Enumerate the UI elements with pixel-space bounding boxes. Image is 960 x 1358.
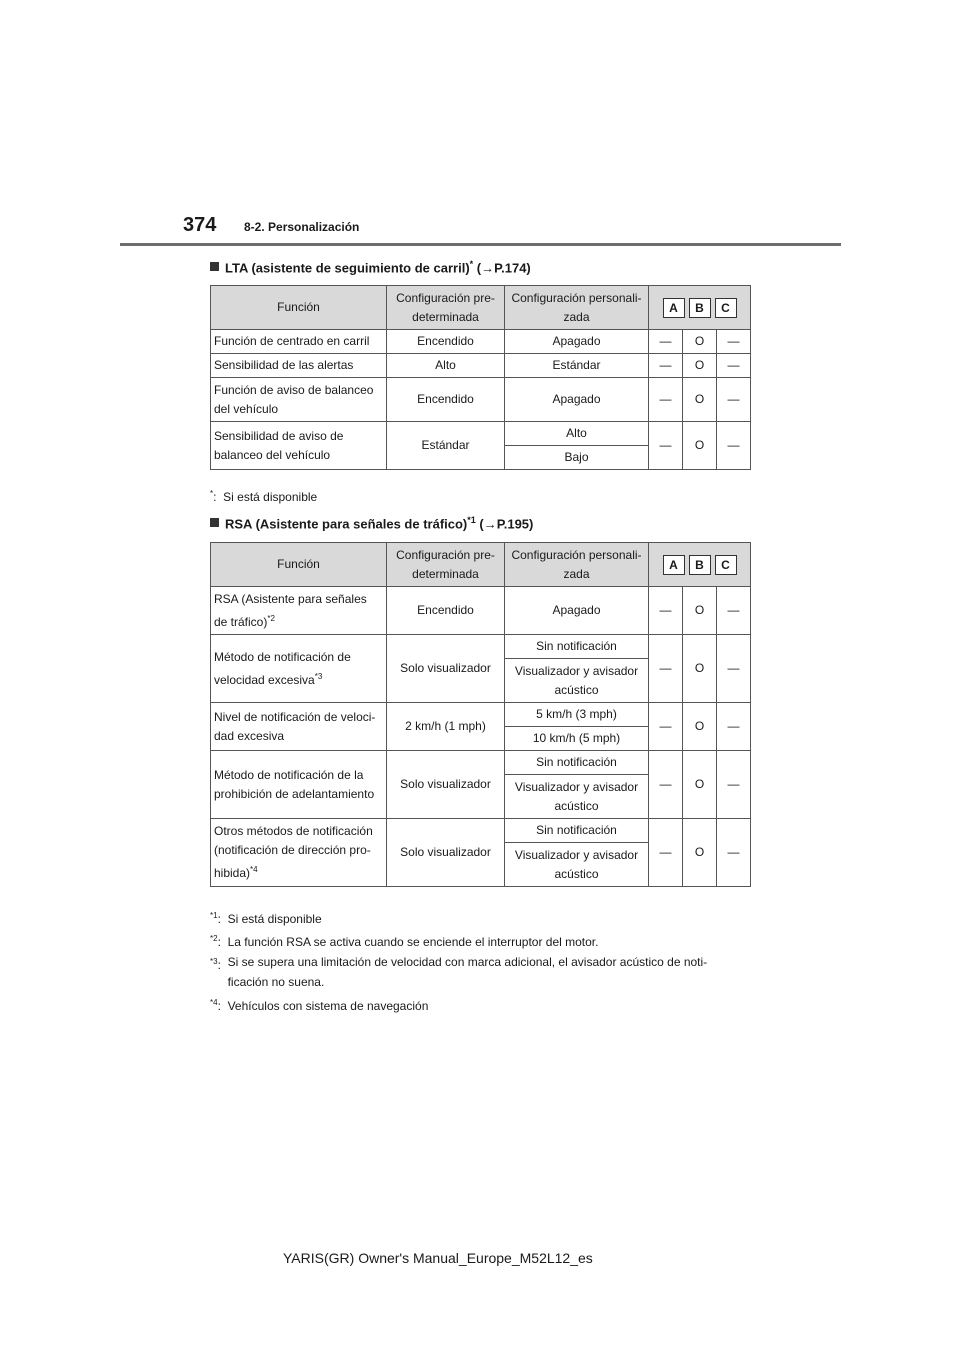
column-header-function: Función: [211, 286, 387, 330]
feature-label: RSA (Asistente para señales de tráfico): [214, 591, 367, 629]
table-header-row: [211, 286, 751, 330]
feature-mark: *4: [250, 865, 258, 874]
lta-heading-ref: (→P.174): [476, 260, 531, 276]
square-bullet-icon: [210, 262, 219, 271]
col-c-cell: —: [717, 378, 751, 422]
column-header-default: Configuración pre-determinada: [387, 543, 505, 587]
custom-cell: Alto: [505, 422, 649, 446]
box-a-icon: A: [663, 555, 685, 575]
column-header-custom: Configuración personali-zada: [505, 543, 649, 587]
table-row: [211, 330, 751, 354]
box-a-icon: A: [663, 298, 685, 318]
default-cell: Solo visualizador: [387, 751, 505, 819]
col-a-cell: —: [649, 378, 683, 422]
col-b-cell: O: [683, 354, 717, 378]
custom-cell: Bajo: [505, 446, 649, 470]
footnote-text: La función RSA se activa cuando se enciende el interruptor del motor.: [227, 935, 599, 949]
column-header-custom: Configuración personali-zada: [505, 286, 649, 330]
footnote-mark: *2: [210, 934, 218, 943]
col-a-cell: —: [649, 751, 683, 819]
rsa-footnote-3: $^{*3}$: Si se supera una limitación de velocidad con marca adicional, el avisador acústico de noti-ficación no suena.: [210, 952, 750, 992]
col-a-cell: —: [649, 703, 683, 751]
footnote-mark: *: [210, 489, 214, 498]
default-cell: 2 km/h (1 mph): [387, 703, 505, 751]
custom-cell: Estándar: [505, 354, 649, 378]
default-cell: Alto: [387, 354, 505, 378]
page-number: 374: [183, 214, 217, 236]
col-a-cell: —: [649, 330, 683, 354]
lta-heading: [210, 259, 531, 275]
feature-mark: *3: [314, 671, 323, 681]
feature-cell: Función de centrado en carril: [211, 330, 387, 354]
section-title: 8-2. Personalización: [244, 220, 360, 234]
table-row: [211, 819, 751, 843]
footnote-mark: *1: [210, 911, 218, 920]
rsa-heading: [210, 515, 533, 531]
custom-cell: 5 km/h (3 mph): [505, 703, 649, 727]
col-a-cell: —: [649, 422, 683, 470]
feature-label: Método de notificación de velocidad excesiva: [214, 649, 351, 687]
square-bullet-icon: [210, 518, 219, 527]
custom-cell: Apagado: [505, 330, 649, 354]
custom-cell: Sin notificación: [505, 751, 649, 775]
footnote-mark: *3: [210, 957, 218, 966]
default-cell: Solo visualizador: [387, 635, 505, 703]
default-cell: Encendido: [387, 587, 505, 635]
col-b-cell: O: [683, 703, 717, 751]
col-c-cell: —: [717, 819, 751, 887]
footnote-text: Si está disponible: [227, 912, 322, 926]
col-b-cell: O: [683, 378, 717, 422]
lta-table: [210, 285, 751, 470]
feature-mark: *2: [267, 613, 275, 623]
feature-cell: [211, 819, 387, 887]
table-row: [211, 635, 751, 659]
table-row: [211, 378, 751, 422]
table-header-row: [211, 543, 751, 587]
custom-cell: Visualizador y avisador acústico: [505, 775, 649, 819]
custom-cell: Visualizador y avisador acústico: [505, 659, 649, 703]
custom-cell: Apagado: [505, 587, 649, 635]
col-b-cell: O: [683, 751, 717, 819]
column-header-abc: [649, 286, 751, 330]
table-row: [211, 354, 751, 378]
box-b-icon: B: [689, 298, 711, 318]
feature-label: Otros métodos de notificación (notificación de dirección pro-hibida): [214, 824, 373, 880]
col-a-cell: —: [649, 819, 683, 887]
box-c-icon: C: [715, 555, 737, 575]
feature-cell: Sensibilidad de las alertas: [211, 354, 387, 378]
col-a-cell: —: [649, 635, 683, 703]
rsa-footnote-2: $^{*2}$: La función RSA se activa cuando se enciende el interruptor del motor.: [210, 934, 599, 949]
rsa-table: [210, 542, 751, 887]
feature-cell: Función de aviso de balanceo del vehículo: [211, 378, 387, 422]
column-header-abc: [649, 543, 751, 587]
table-row: [211, 587, 751, 635]
feature-cell: [211, 587, 387, 635]
feature-cell: [211, 635, 387, 703]
rsa-footnote-1: $^{*1}$: Si está disponible: [210, 911, 322, 926]
header-divider: [120, 243, 841, 246]
rsa-heading-mark: *1: [467, 515, 476, 525]
col-c-cell: —: [717, 587, 751, 635]
custom-cell: Sin notificación: [505, 635, 649, 659]
custom-cell: Visualizador y avisador acústico: [505, 843, 649, 887]
col-c-cell: —: [717, 703, 751, 751]
footer-text: YARIS(GR) Owner's Manual_Europe_M52L12_es: [283, 1250, 593, 1266]
custom-cell: Apagado: [505, 378, 649, 422]
column-header-function: Función: [211, 543, 387, 587]
rsa-heading-text: RSA (Asistente para señales de tráfico): [225, 516, 468, 532]
col-b-cell: O: [683, 635, 717, 703]
col-c-cell: —: [717, 751, 751, 819]
lta-footnote: *: Si está disponible: [210, 489, 318, 504]
feature-cell: Método de notificación de la prohibición de adelantamiento: [211, 751, 387, 819]
default-cell: Solo visualizador: [387, 819, 505, 887]
footnote-text: Si se supera una limitación de velocidad con marca adicional, el avisador acústico de noti-ficación no suena.: [227, 955, 708, 989]
default-cell: Encendido: [387, 378, 505, 422]
column-header-default: Configuración pre-determinada: [387, 286, 505, 330]
col-c-cell: —: [717, 635, 751, 703]
rsa-footnote-4: $^{*4}$: Vehículos con sistema de navegación: [210, 998, 429, 1013]
rsa-heading-ref: (→P.195): [479, 516, 534, 532]
table-row: [211, 422, 751, 446]
lta-heading-mark: *: [469, 259, 474, 269]
table-row: [211, 751, 751, 775]
feature-cell: Nivel de notificación de veloci-dad excesiva: [211, 703, 387, 751]
custom-cell: 10 km/h (5 mph): [505, 727, 649, 751]
default-cell: Encendido: [387, 330, 505, 354]
col-b-cell: O: [683, 819, 717, 887]
col-c-cell: —: [717, 330, 751, 354]
feature-cell: Sensibilidad de aviso de balanceo del vehículo: [211, 422, 387, 470]
footnote-text: Si está disponible: [223, 490, 318, 504]
col-c-cell: —: [717, 422, 751, 470]
col-b-cell: O: [683, 330, 717, 354]
col-a-cell: —: [649, 587, 683, 635]
lta-heading-text: LTA (asistente de seguimiento de carril): [225, 260, 470, 276]
col-b-cell: O: [683, 422, 717, 470]
box-c-icon: C: [715, 298, 737, 318]
custom-cell: Sin notificación: [505, 819, 649, 843]
default-cell: Estándar: [387, 422, 505, 470]
col-c-cell: —: [717, 354, 751, 378]
footnote-text: Vehículos con sistema de navegación: [227, 999, 429, 1013]
col-b-cell: O: [683, 587, 717, 635]
table-row: [211, 703, 751, 727]
col-a-cell: —: [649, 354, 683, 378]
footnote-mark: *4: [210, 998, 218, 1007]
box-b-icon: B: [689, 555, 711, 575]
